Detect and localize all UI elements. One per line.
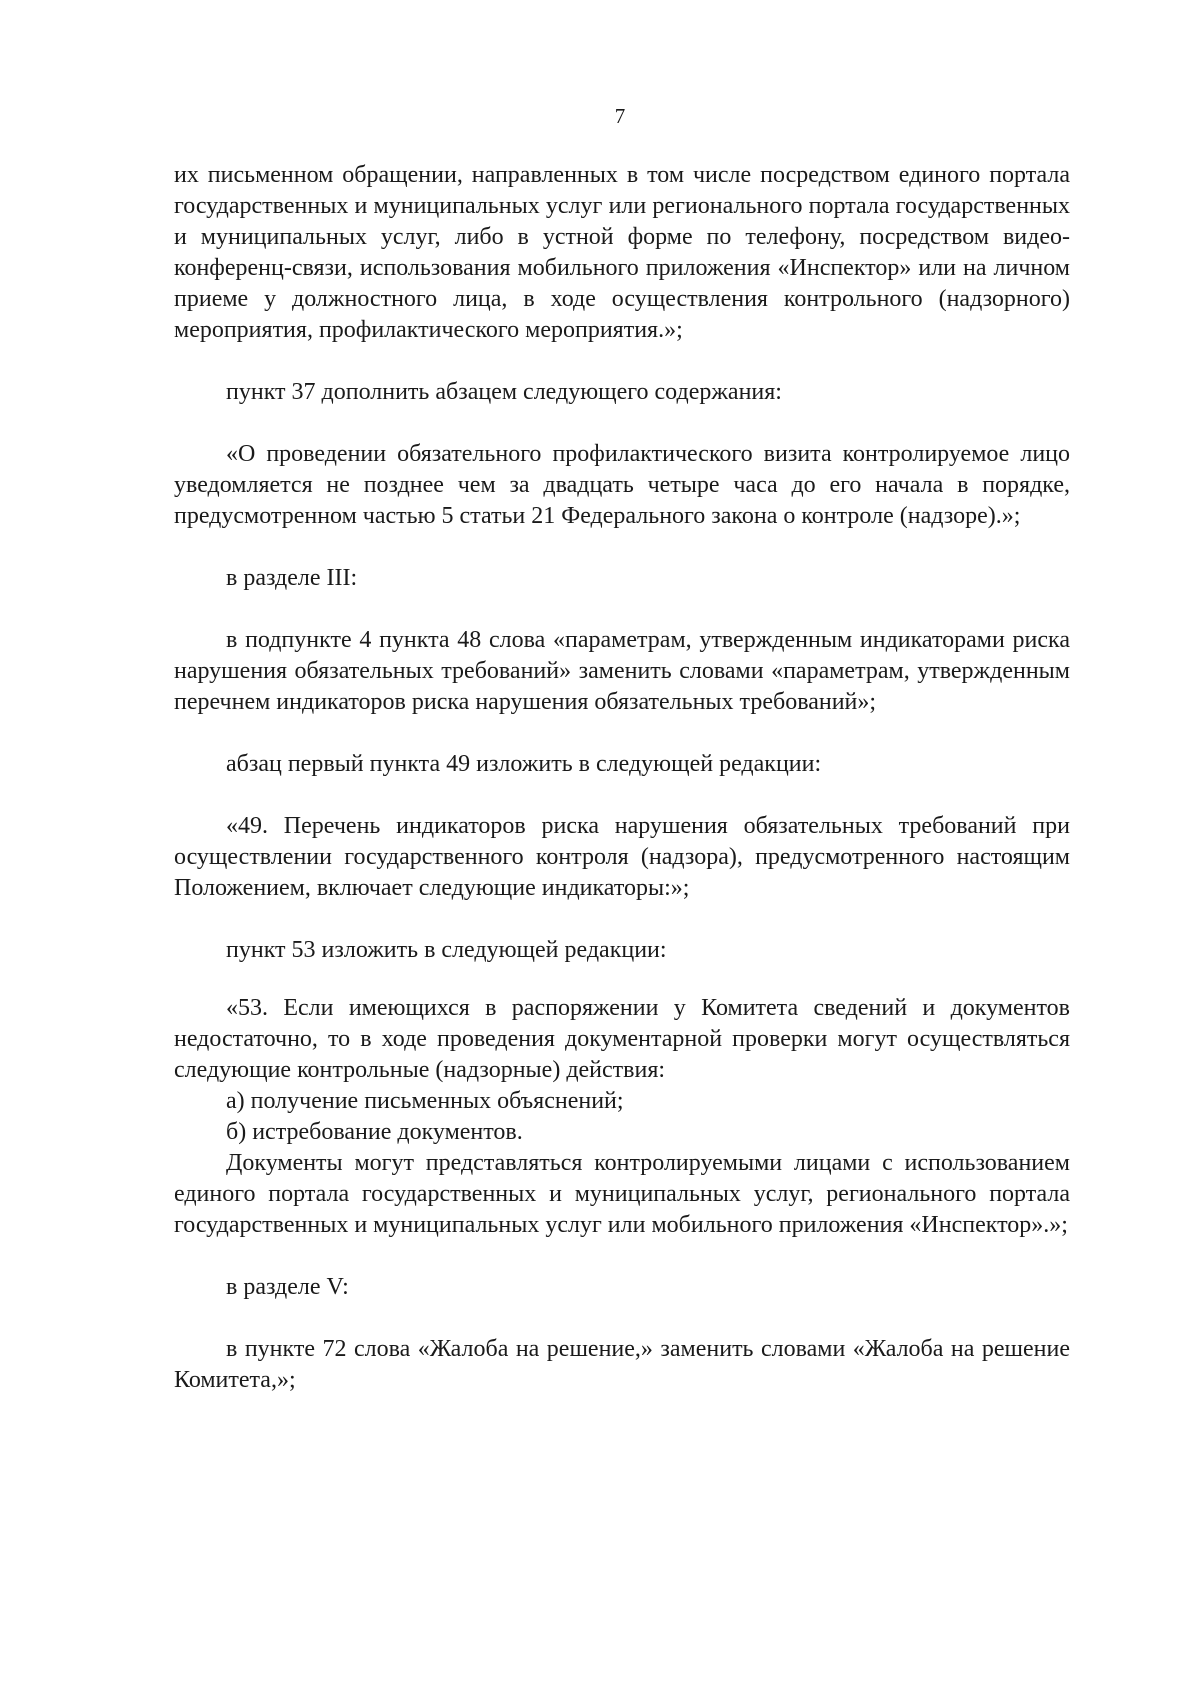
paragraph-point-48: в подпункте 4 пункта 48 слова «параметрам, утвержденным индикаторами риска нарушения обязательных требований» заменить словами «параметрам, утвержденным перечнем индикаторов риска нарушения обязательных требований»;	[174, 627, 1070, 715]
paragraph-quote-53: «53. Если имеющихся в распоряжении у Комитета сведений и документов недостаточно, то в ходе проведения документарной проверки могут осуществляться следующие контрольные (надзорные) действия:	[174, 995, 1070, 1083]
document-body	[174, 160, 1070, 1396]
paragraph-point-49: абзац первый пункта 49 изложить в следующей редакции:	[226, 751, 822, 777]
paragraph-point-37: пункт 37 дополнить абзацем следующего содержания:	[226, 379, 782, 405]
page-number: 7	[614, 104, 626, 128]
paragraph-point-72: в пункте 72 слова «Жалоба на решение,» заменить словами «Жалоба на решение Комитета,»;	[174, 1336, 1070, 1393]
list-item-b: б) истребование документов.	[226, 1119, 523, 1145]
paragraph-section-3: в разделе III:	[226, 565, 358, 591]
paragraph-quote-visit: «О проведении обязательного профилактического визита контролируемое лицо уведомляется не позднее чем за двадцать четыре часа до его начала в порядке, предусмотренном частью 5 статьи 21 Федерального закона о контроле (надзоре).»;	[174, 441, 1070, 529]
list-item-a: а) получение письменных объяснений;	[226, 1088, 624, 1114]
paragraph-continuation: их письменном обращении, направленных в том числе посредством единого портала государственных и муниципальных услуг или регионального портала государственных и муниципальных услуг, либо в устной форме по телефону, посредством видео-конференц-связи, использования мобильного приложения «Инспектор» или на личном приеме у должностного лица, в ходе осуществления контрольного (надзорного) мероприятия, профилактического мероприятия.»;	[174, 162, 1070, 343]
paragraph-quote-49: «49. Перечень индикаторов риска нарушения обязательных требований при осуществлении государственного контроля (надзора), предусмотренного настоящим Положением, включает следующие индикаторы:»;	[174, 813, 1070, 901]
paragraph-section-5: в разделе V:	[226, 1274, 349, 1300]
paragraph-documents: Документы могут представляться контролируемыми лицами с использованием единого портала государственных и муниципальных услуг, регионального портала государственных и муниципальных услуг или мобильного приложения «Инспектор».»;	[174, 1150, 1070, 1238]
paragraph-point-53: пункт 53 изложить в следующей редакции:	[226, 937, 667, 963]
